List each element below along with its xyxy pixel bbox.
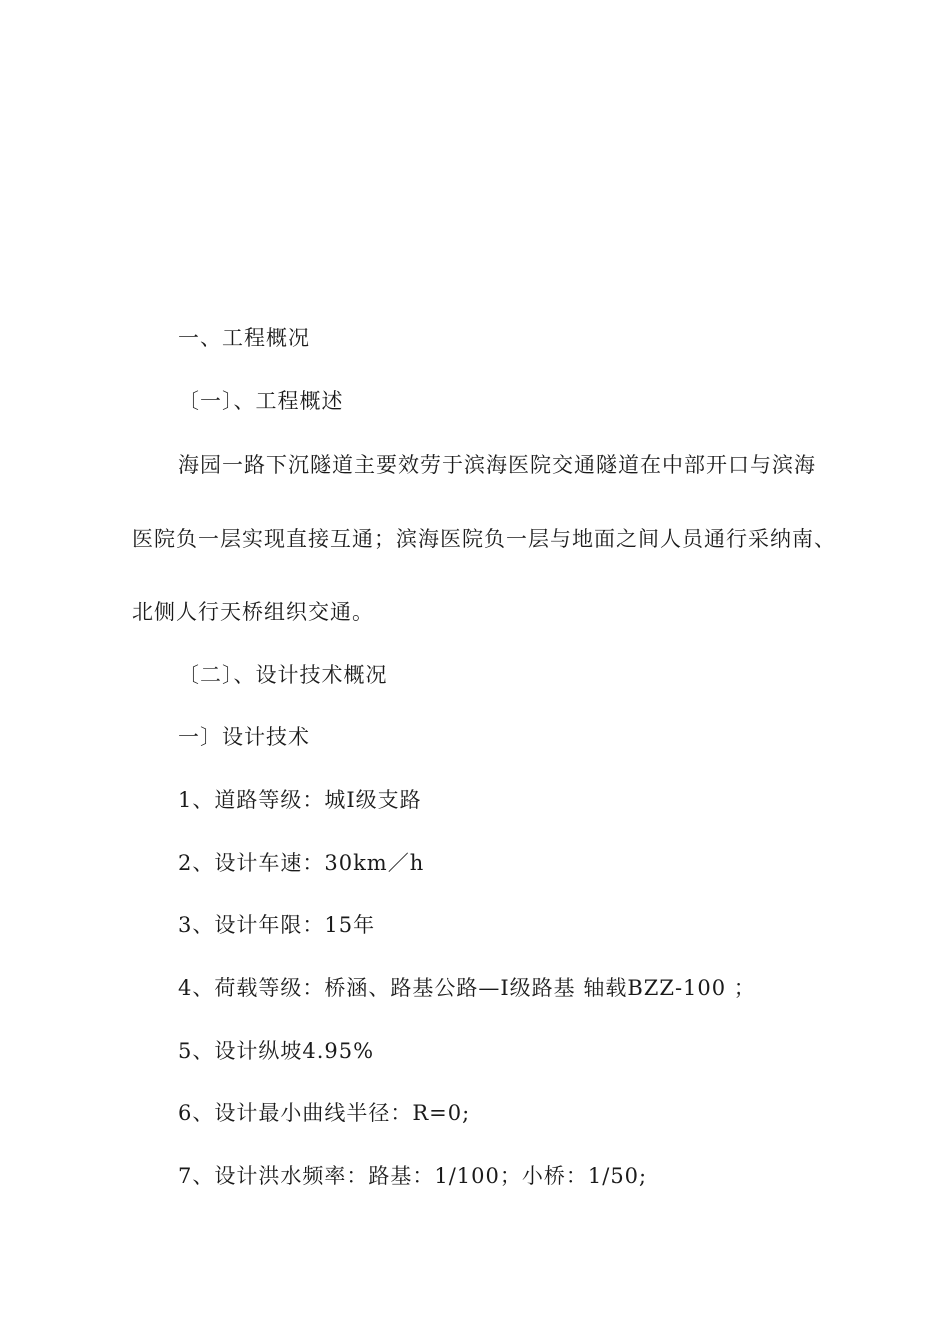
section-heading: 一、工程概况 — [178, 326, 310, 350]
list-item: 6、设计最小曲线半径：R=0; — [178, 1101, 471, 1125]
paragraph-line: 北侧人行天桥组织交通。 — [132, 600, 374, 624]
subsection-heading: 〔一〕、工程概述 — [178, 389, 344, 413]
list-item: 4、荷载等级：桥涵、路基公路—Ⅰ级路基 轴载BZZ-100 ； — [178, 976, 756, 1000]
paragraph-line: 海园一路下沉隧道主要效劳于滨海医院交通隧道在中部开口与滨海 — [178, 453, 816, 477]
list-item: 5、设计纵坡4.95% — [178, 1039, 375, 1063]
paragraph-line: 医院负一层实现直接互通；滨海医院负一层与地面之间人员通行采纳南、 — [132, 527, 836, 551]
list-item: 7、设计洪水频率：路基：1/100；小桥：1/50; — [178, 1164, 648, 1188]
subsection-heading: 〔二〕、设计技术概况 — [178, 663, 388, 687]
list-item: 3、设计年限：15年 — [178, 913, 376, 937]
sub-subsection-heading: 一〕设计技术 — [178, 725, 310, 749]
list-item: 2、设计车速：30km／h — [178, 851, 425, 875]
list-item: 1、道路等级：城Ⅰ级支路 — [178, 788, 422, 812]
